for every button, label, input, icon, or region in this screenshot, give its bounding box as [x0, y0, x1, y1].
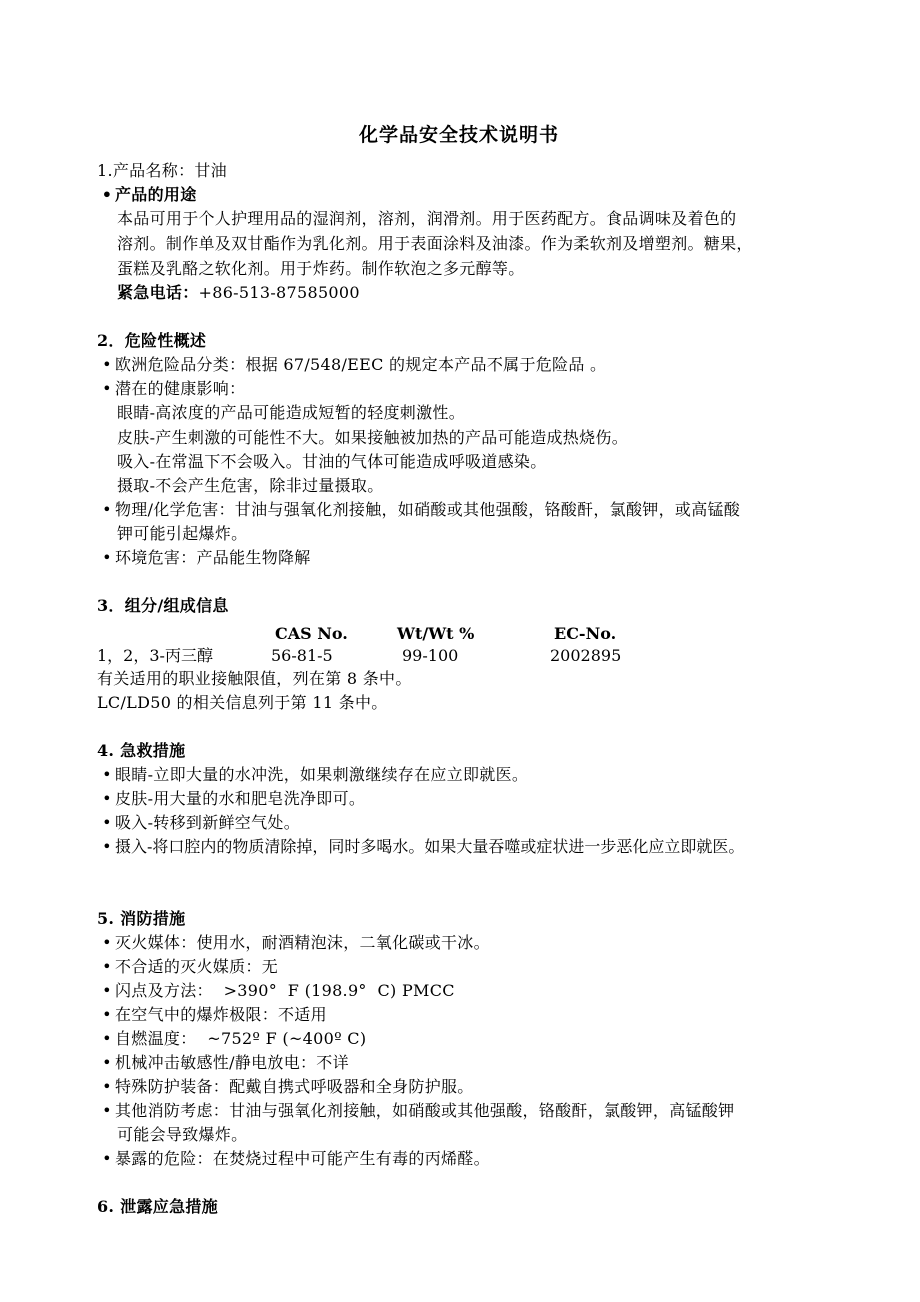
note-lc-ld50: LC/LD50 的相关信息列于第 11 条中。	[97, 693, 388, 712]
bullet: •	[102, 789, 112, 808]
table-cell-name: 1，2，3-丙三醇	[97, 646, 213, 665]
physical-hazard: 物理/化学危害：甘油与强氧化剂接触，如硝酸或其他强酸，铬酸酐，氯酸钾，或高锰酸	[115, 500, 741, 519]
bullet: •	[102, 1077, 112, 1096]
physical-hazard-line	[99, 499, 740, 521]
fire-item	[99, 1052, 349, 1074]
fire-protective-equipment: 特殊防护装备：配戴自携式呼吸器和全身防护服。	[115, 1077, 474, 1096]
bullet: •	[101, 185, 113, 204]
eu-classification-line	[99, 354, 606, 376]
health-eyes: 眼睛-高浓度的产品可能造成短暂的轻度刺激性。	[117, 403, 466, 422]
bullet: •	[102, 933, 112, 952]
table-header-cas: CAS No.	[275, 624, 348, 643]
fire-item	[99, 1004, 327, 1026]
bullet: •	[102, 837, 112, 856]
fire-item	[99, 980, 455, 1002]
fire-explosion-limits: 在空气中的爆炸极限：不适用	[115, 1005, 327, 1024]
table-header-ec: EC-No.	[554, 624, 617, 643]
bullet: •	[102, 981, 112, 1000]
table-cell-cas: 56-81-5	[271, 646, 333, 665]
fire-unsuitable-media: 不合适的灭火媒质：无	[115, 957, 279, 976]
health-label-line	[99, 378, 245, 400]
fire-item	[99, 1076, 474, 1098]
health-ingestion: 摄取-不会产生危害，除非过量摄取。	[117, 476, 384, 495]
bullet: •	[102, 957, 112, 976]
section-4-heading: 4. 急救措施	[97, 741, 186, 760]
first-aid-item	[99, 764, 528, 786]
fire-item	[99, 1028, 366, 1050]
physical-hazard-continuation: 钾可能引起爆炸。	[117, 524, 248, 543]
section-3-heading: 3．组分/组成信息	[97, 596, 229, 615]
fire-other-continuation: 可能会导致爆炸。	[117, 1125, 248, 1144]
environment-hazard-line	[99, 547, 311, 569]
bullet: •	[102, 1149, 112, 1168]
health-inhalation: 吸入-在常温下不会吸入。甘油的气体可能造成呼吸道感染。	[117, 452, 547, 471]
use-heading: 产品的用途	[115, 185, 197, 204]
eu-classification: 欧洲危险品分类：根据 67/548/EEC 的规定本产品不属于危险品 。	[115, 355, 607, 374]
table-cell-ec: 2002895	[550, 646, 622, 665]
fire-sensitivity: 机械冲击敏感性/静电放电：不详	[115, 1053, 349, 1072]
product-name-line: 1.产品名称：甘油	[97, 161, 227, 180]
bullet: •	[102, 500, 112, 519]
health-label: 潜在的健康影响：	[115, 379, 246, 398]
table-cell-wt: 99-100	[402, 646, 459, 665]
fire-item	[99, 1148, 490, 1170]
table-header-wt: Wt/Wt %	[397, 624, 475, 643]
first-aid-inhalation: 吸入-转移到新鲜空气处。	[115, 813, 301, 832]
environment-hazard: 环境危害：产品能生物降解	[115, 548, 311, 567]
fire-item	[99, 956, 278, 978]
page-title: 化学品安全技术说明书	[359, 124, 560, 146]
bullet: •	[102, 1053, 112, 1072]
fire-other-considerations: 其他消防考虑：甘油与强氧化剂接触，如硝酸或其他强酸，铬酸酐，氯酸钾，高锰酸钾	[115, 1101, 735, 1120]
phone-value: +86-513-87585000	[198, 283, 360, 302]
first-aid-eyes: 眼睛-立即大量的水冲洗，如果刺激继续存在应立即就医。	[115, 765, 529, 784]
bullet: •	[102, 548, 112, 567]
health-skin: 皮肤-产生刺激的可能性不大。如果接触被加热的产品可能造成热烧伤。	[117, 428, 629, 447]
fire-item	[99, 932, 490, 954]
first-aid-item	[99, 788, 365, 810]
emergency-phone-line	[117, 282, 360, 304]
phone-label: 紧急电话：	[117, 283, 199, 302]
section-5-heading: 5. 消防措施	[97, 909, 186, 928]
fire-flash-point: 闪点及方法： >390° F (198.9° C) PMCC	[115, 981, 455, 1000]
bullet: •	[102, 765, 112, 784]
fire-exposure-hazard: 暴露的危险：在焚烧过程中可能产生有毒的丙烯醛。	[115, 1149, 490, 1168]
use-line-2: 溶剂。制作单及双甘酯作为乳化剂。用于表面涂料及油漆。作为柔软剂及增塑剂。糖果，	[117, 234, 753, 253]
bullet: •	[102, 355, 112, 374]
first-aid-item	[99, 812, 300, 834]
bullet: •	[102, 1029, 112, 1048]
first-aid-ingestion: 摄入-将口腔内的物质清除掉，同时多喝水。如果大量吞噬或症状进一步恶化应立即就医。	[115, 837, 745, 856]
section-2-heading: 2．危险性概述	[97, 331, 207, 350]
use-line-1: 本品可用于个人护理用品的湿润剂，溶剂，润滑剂。用于医药配方。食品调味及着色的	[117, 209, 737, 228]
fire-autoignition: 自燃温度： ~752º F (~400º C)	[115, 1029, 367, 1048]
section-6-heading: 6. 泄露应急措施	[97, 1197, 218, 1216]
use-heading-line	[99, 184, 197, 206]
use-line-3: 蛋糕及乳酪之软化剂。用于炸药。制作软泡之多元醇等。	[117, 259, 525, 278]
bullet: •	[102, 813, 112, 832]
fire-extinguishing-media: 灭火媒体：使用水，耐酒精泡沫，二氧化碳或干冰。	[115, 933, 490, 952]
first-aid-item	[99, 836, 744, 858]
bullet: •	[102, 379, 112, 398]
bullet: •	[102, 1101, 112, 1120]
fire-item	[99, 1100, 734, 1122]
bullet: •	[102, 1005, 112, 1024]
note-exposure-limits: 有关适用的职业接触限值，列在第 8 条中。	[97, 669, 412, 688]
first-aid-skin: 皮肤-用大量的水和肥皂洗净即可。	[115, 789, 366, 808]
